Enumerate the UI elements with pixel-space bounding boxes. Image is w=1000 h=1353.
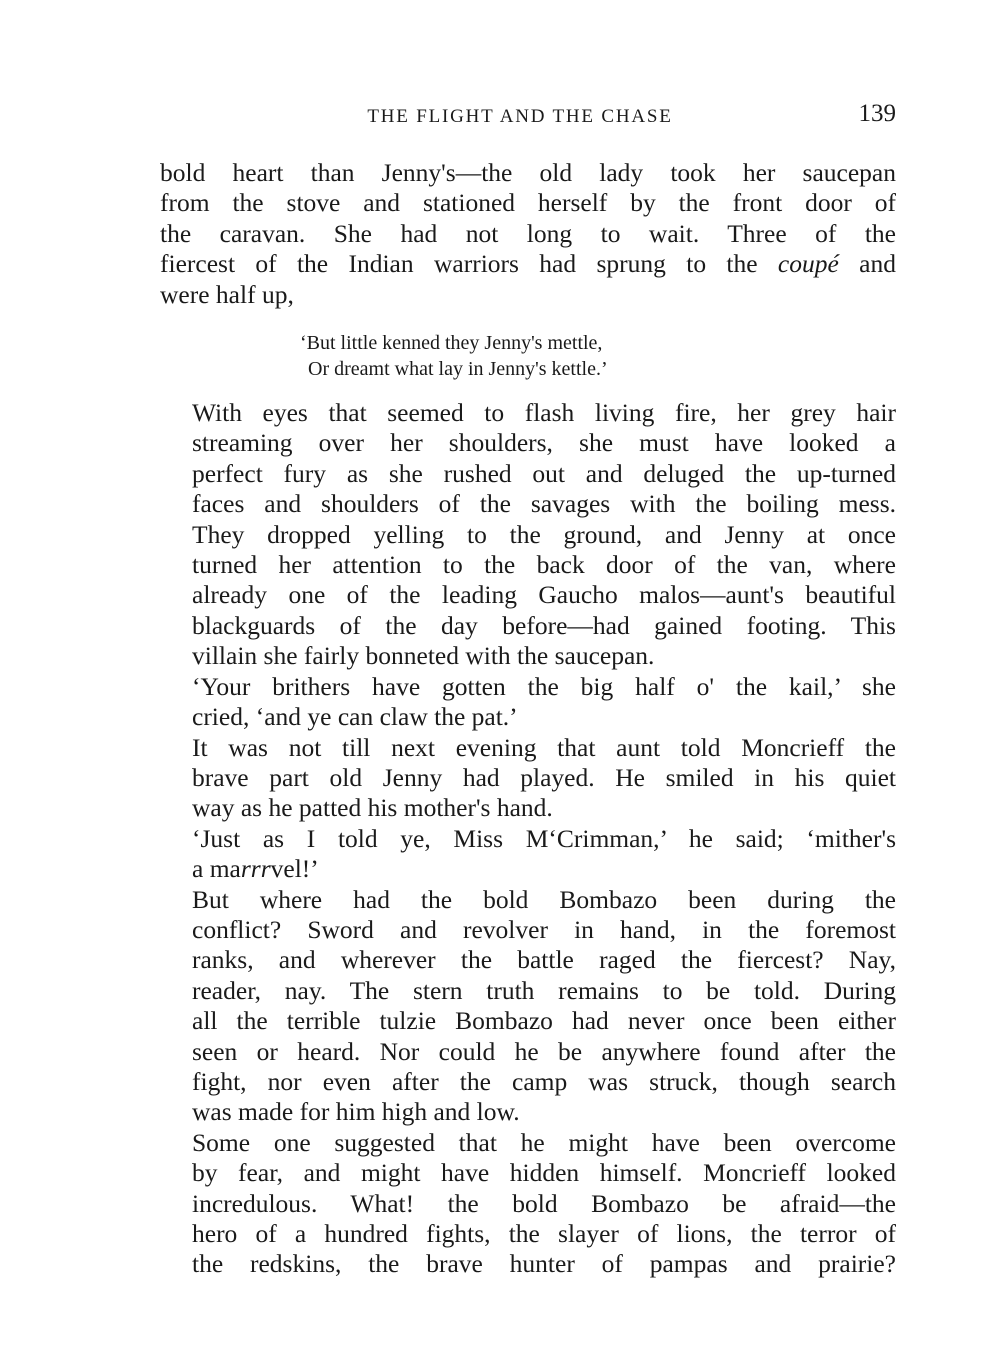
text-line: ‘Just as I told ye, Miss M‘Crimman,’ he said; ‘mither's: [192, 823, 896, 853]
running-title: THE FLIGHT AND THE CHASE: [367, 106, 673, 127]
text-line: by fear, and might have hidden himself. Moncrieff looked: [192, 1158, 896, 1188]
paragraph-4: [160, 733, 896, 824]
text-line: blackguards of the day before—had gained footing. This: [192, 610, 896, 640]
text-line: the caravan. She had not long to wait. Three of the: [160, 218, 896, 248]
text-line: conflict? Sword and revolver in hand, in the foremost: [192, 914, 896, 944]
text-line: ranks, and wherever the battle raged the fiercest? Nay,: [192, 945, 896, 975]
verse-line: Or dreamt what lay in Jenny's kettle.’: [308, 358, 608, 381]
text-line: ‘Your brithers have gotten the big half o' the kail,’ she: [192, 671, 896, 701]
text-line: fight, nor even after the camp was struck, though search: [192, 1066, 896, 1096]
text-line: cried, ‘and ye can claw the pat.’: [192, 702, 518, 732]
text-line: seen or heard. Nor could he be anywhere found after the: [192, 1036, 896, 1066]
text-line: brave part old Jenny had played. He smiled in his quiet: [192, 762, 896, 792]
text-line: already one of the leading Gaucho malos—aunt's beautiful: [192, 580, 896, 610]
text-line: But where had the bold Bombazo been during the: [192, 884, 896, 914]
paragraph-7: [160, 1128, 896, 1280]
paragraph-3: [160, 672, 896, 733]
text-line: [160, 854, 896, 884]
paragraph-1: [160, 158, 896, 310]
text-line: hero of a hundred fights, the slayer of lions, the terror of: [192, 1219, 896, 1248]
text-line: bold heart than Jenny's—the old lady took her saucepan: [160, 158, 896, 187]
verse-line: ‘But little kenned they Jenny's mettle,: [300, 332, 603, 355]
paragraph-5: [160, 824, 896, 885]
text-line: Some one suggested that he might have been overcome: [192, 1127, 896, 1157]
text-line: were half up,: [160, 279, 294, 309]
text-line: perfect fury as she rushed out and deluged the up-turned: [192, 458, 896, 488]
text-line: With eyes that seemed to flash living fire, her grey hair: [192, 398, 896, 428]
paragraph-6: [160, 885, 896, 1128]
text-line: way as he patted his mother's hand.: [192, 793, 553, 823]
text-line: the redskins, the brave hunter of pampas and prairie?: [192, 1249, 896, 1279]
text-line: It was not till next evening that aunt told Moncrieff the: [192, 732, 896, 762]
text-line: incredulous. What! the bold Bombazo be afraid—the: [192, 1188, 896, 1218]
text-line: reader, nay. The stern truth remains to be told. During: [192, 975, 896, 1005]
text-line: faces and shoulders of the savages with the boiling mess.: [192, 489, 896, 519]
italic-word: coupé: [777, 249, 839, 279]
text-run: and: [838, 249, 896, 279]
text-line: They dropped yelling to the ground, and Jenny at once: [192, 519, 896, 549]
text-line: was made for him high and low.: [192, 1097, 520, 1127]
text-line: from the stove and stationed herself by the front door of: [160, 188, 896, 218]
text-run: a ma: [192, 854, 241, 884]
page-number: 139: [858, 100, 896, 127]
italic-word: rrr: [240, 854, 271, 884]
paragraph-2: [160, 398, 896, 672]
verse-quote: [300, 330, 896, 382]
body-text: [160, 158, 896, 1280]
text-line: villain she fairly bonneted with the saucepan.: [192, 641, 655, 671]
text-line: all the terrible tulzie Bombazo had never once been either: [192, 1006, 896, 1036]
text-line: turned her attention to the back door of the van, where: [192, 550, 896, 580]
text-line: streaming over her shoulders, she must have looked a: [192, 428, 896, 458]
text-line: [160, 249, 896, 279]
text-run: fiercest of the Indian warriors had sprung to the: [160, 249, 778, 279]
running-head: [160, 100, 900, 140]
text-run: vel!’: [270, 854, 319, 884]
